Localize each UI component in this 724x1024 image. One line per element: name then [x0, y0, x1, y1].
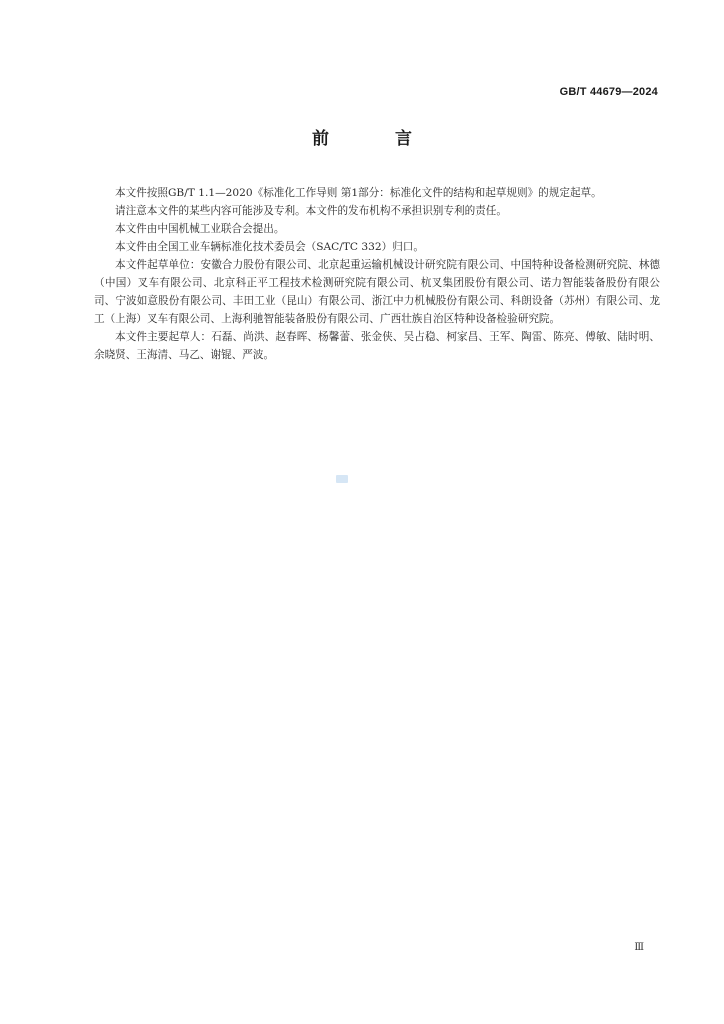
watermark-mark [336, 475, 348, 483]
paragraph-committee: 本文件由全国工业车辆标准化技术委员会（SAC/TC 332）归口。 [115, 241, 424, 253]
paragraph-patent-notice: 请注意本文件的某些内容可能涉及专利。本文件的发布机构不承担识别专利的责任。 [115, 205, 507, 217]
page-number: Ⅲ [634, 942, 644, 953]
standard-number: GB/T 44679—2024 [559, 86, 658, 98]
foreword-body [94, 184, 660, 364]
paragraph-drafting-rules: 本文件按照GB/T 1.1—2020《标准化工作导则 第1部分：标准化文件的结构和起草规则》的规定起草。 [115, 187, 602, 199]
section-title: 前 言 [312, 129, 442, 149]
paragraph-drafters: 本文件主要起草人：石磊、尚洪、赵春晖、杨馨蕾、张金侠、吴占稳、柯家昌、王军、陶雷、陈亮、傅敏、陆时明、余晓贤、王海清、马乙、谢锟、严波。 [94, 331, 660, 361]
paragraph-proposer: 本文件由中国机械工业联合会提出。 [115, 223, 285, 235]
paragraph-drafting-units: 本文件起草单位：安徽合力股份有限公司、北京起重运输机械设计研究院有限公司、中国特种设备检测研究院、林德（中国）叉车有限公司、北京科正平工程技术检测研究院有限公司、杭叉集团股份有限公司、诺力智能装备股份有限公司、宁波如意股份有限公司、丰田工业（昆山）有限公司、浙江中力机械股份有限公司、科朗设备（苏州）有限公司、龙工（上海）叉车有限公司、上海利驰智能装备股份有限公司、广西壮族自治区特种设备检验研究院。 [94, 259, 660, 325]
